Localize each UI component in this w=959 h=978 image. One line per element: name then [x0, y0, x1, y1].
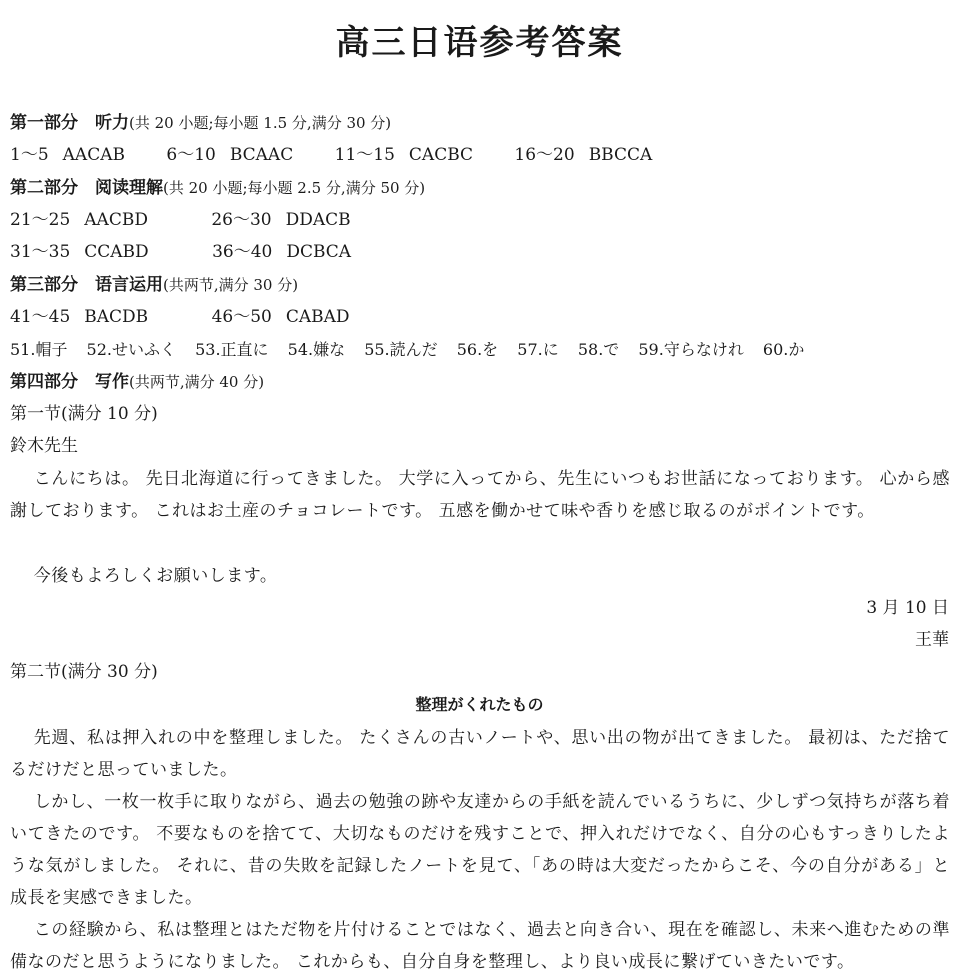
answer-key: DCBCA: [286, 242, 352, 262]
essay-paragraph-2: しかし、一枚一枚手に取りながら、過去の勉強の跡や友達からの手紙を読んでいるうちに、少しずつ気持ちが落ち着いてきたのです。 不要なものを捨てて、大切なものだけを残すことで、押入れだけでなく、自分の心もすっきりしたような気がしました。 それに、昔の失敗を記録したノートを見て、「あの時は大変だったからこそ、今の自分がある」と成長を実感できました。: [10, 792, 950, 908]
answer-range: 26～30: [211, 210, 272, 230]
answer-key: AACBD: [84, 210, 148, 230]
part1-heading-line: [10, 111, 391, 135]
fill-answer: 51.帽子: [10, 340, 68, 359]
part2-answers-row2: [10, 240, 351, 264]
answer-range: 21～25: [10, 210, 71, 230]
part4-heading-line: [10, 370, 264, 394]
answer-range: 46～50: [211, 307, 272, 327]
section2-heading: 第二节(满分 30 分): [10, 662, 158, 682]
answer-range: 1～5: [10, 145, 49, 165]
answer-key: BCAAC: [229, 145, 294, 165]
fill-answer: 57.に: [517, 340, 559, 359]
part2-answers-row1: [10, 208, 351, 232]
letter-signature: 王華: [915, 630, 949, 650]
part3-answers-row1: [10, 305, 350, 329]
fill-answer: 52.せいふく: [86, 340, 176, 359]
part1-heading: 第一部分 听力: [10, 113, 129, 133]
part1-answers: [10, 143, 652, 167]
answer-key: AACAB: [62, 145, 125, 165]
part2-note: (共 20 小题;每小题 2.5 分,满分 50 分): [163, 179, 426, 197]
fill-answer: 55.読んだ: [364, 340, 438, 359]
part4-note: (共两节,满分 40 分): [129, 373, 265, 391]
part4-heading: 第四部分 写作: [10, 372, 129, 392]
letter-paragraph-1: こんにちは。 先日北海道に行ってきました。 大学に入ってから、先生にいつもお世話になっております。 心から感謝しております。 これはお土産のチョコレートです。 五感を働かせて味や香りを感じ取るのがポイントです。: [10, 469, 950, 521]
answer-key: DDACB: [285, 210, 351, 230]
part3-heading: 第三部分 语言运用: [10, 275, 163, 295]
fill-answer: 60.か: [762, 340, 805, 359]
letter-salutation: 鈴木先生: [10, 436, 78, 456]
letter-date: 3 月 10 日: [866, 598, 949, 618]
answer-range: 11～15: [334, 145, 395, 165]
answer-range: 16～20: [514, 145, 575, 165]
answer-range: 41～45: [10, 307, 71, 327]
answer-range: 6～10: [166, 145, 216, 165]
letter-paragraph-2: 今後もよろしくお願いします。: [33, 566, 278, 586]
fill-answer: 58.で: [577, 340, 620, 359]
essay-paragraph-3: この経験から、私は整理とはただ物を片付けることではなく、過去と向き合い、現在を確認し、未来へ進むための準備なのだと思うようになりました。 これからも、自分自身を整理し、より良い成長に繋げていきたいです。: [10, 920, 950, 972]
answer-range: 31～35: [10, 242, 71, 262]
answer-key: BACDB: [84, 307, 149, 327]
part2-heading: 第二部分 阅读理解: [10, 178, 163, 198]
part2-heading-line: [10, 176, 425, 200]
answer-key: BBCCA: [588, 145, 653, 165]
essay-title: 整理がくれたもの: [415, 695, 544, 714]
answer-range: 36～40: [212, 242, 273, 262]
fill-answer: 56.を: [456, 340, 499, 359]
part3-note: (共两节,满分 30 分): [163, 276, 299, 294]
part3-fill-answers: [10, 338, 804, 362]
fill-answer: 53.正直に: [195, 340, 269, 359]
page-title: 高三日语参考答案: [335, 23, 624, 63]
answer-key: CABAD: [285, 307, 350, 327]
part3-heading-line: [10, 273, 298, 297]
section1-heading: 第一节(满分 10 分): [10, 404, 158, 424]
part1-note: (共 20 小题;每小题 1.5 分,满分 30 分): [129, 114, 392, 132]
essay-paragraph-1: 先週、私は押入れの中を整理しました。 たくさんの古いノートや、思い出の物が出てきました。 最初は、ただ捨てるだけだと思っていました。: [10, 728, 950, 780]
answer-key: CCABD: [84, 242, 149, 262]
fill-answer: 54.嫌な: [287, 340, 346, 359]
answer-key: CACBC: [408, 145, 474, 165]
fill-answer: 59.守らなけれ: [638, 340, 744, 359]
